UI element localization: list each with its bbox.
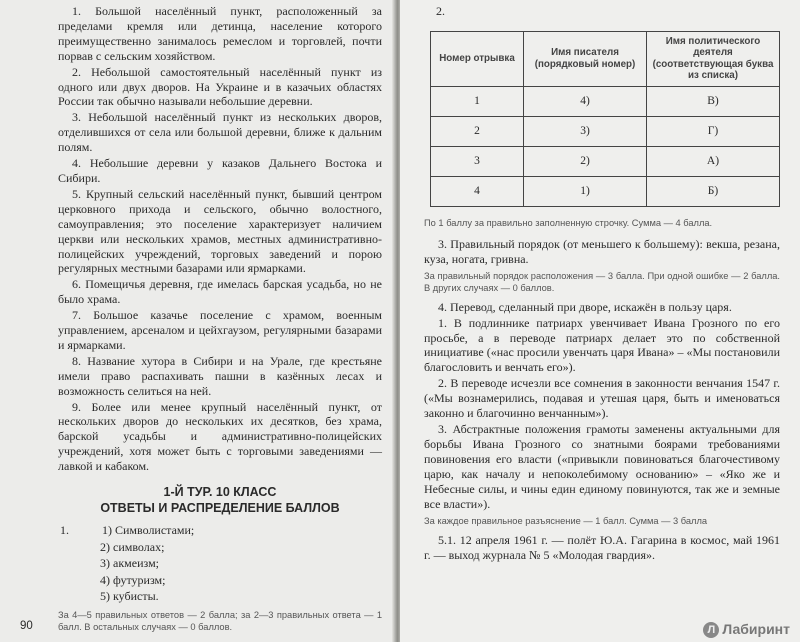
table-cell: 3) <box>524 116 647 146</box>
table-cell: 1 <box>431 86 524 116</box>
question-3-scoring-note: За правильный порядок расположения — 3 балла. При одной ошибке — 2 балла. В других случаях — 0 баллов. <box>424 270 780 293</box>
column-header: Имя писателя (порядковый номер) <box>524 31 647 86</box>
table-row <box>431 176 780 206</box>
right-page <box>400 0 800 642</box>
table-row <box>431 146 780 176</box>
section-heading-answers: ОТВЕТЫ И РАСПРЕДЕЛЕНИЕ БАЛЛОВ <box>100 501 340 516</box>
column-header: Номер отрывка <box>431 31 524 86</box>
answer-list <box>58 522 382 605</box>
page-number: 90 <box>20 620 33 632</box>
table-cell: 2 <box>431 116 524 146</box>
question-4-scoring-note: За каждое правильное разъяснение — 1 балл. Сумма — 3 балла <box>424 516 708 527</box>
answer-text: 3) акмеизм; <box>100 556 159 571</box>
table-cell: 1) <box>524 176 647 206</box>
section-heading-tour: 1-Й ТУР. 10 КЛАСС <box>163 485 277 500</box>
list-item <box>58 539 382 556</box>
table-cell: Г) <box>647 116 780 146</box>
table-cell: В) <box>647 86 780 116</box>
column-header: Имя политического деятеля (соответствующая буква из списка) <box>647 31 780 86</box>
definition-7: 7. Большое казачье поселение с храмом, военным управлением, арсеналом и цейхгаузом, регулярными базарами и ярмарками. <box>58 308 382 352</box>
definition-8: 8. Название хутора в Сибири и на Урале, где крестьяне имели право распахивать пашни в казённых лесах и возможность селиться на ней. <box>58 353 382 398</box>
table-cell: 4 <box>431 176 524 206</box>
list-item <box>58 555 382 572</box>
definition-9: 9. Более или менее крупный населённый пункт, от нескольких дворов до нескольких их десятков, без храма, барской усадьбы и административно-полицейских учреждений, хотя может быть с торговыми заведениями — лавкой и кабаком. <box>58 399 382 474</box>
table-cell: 2) <box>524 146 647 176</box>
definition-6: 6. Помещичья деревня, где имелась барская усадьба, но не было храма. <box>58 277 382 307</box>
answer-text: 4) футуризм; <box>100 572 166 587</box>
question-4-item-2: 2. В переводе исчезли все сомнения в законности венчания 1547 г. («Мы вознамерились, подавая и утешая царя, быть и именоваться законно и благочинно венчанным»). <box>424 376 780 421</box>
list-item <box>58 522 382 539</box>
definitions-list <box>58 4 382 474</box>
question-5-answer: 5.1. 12 апреля 1961 г. — полёт Ю.А. Гагарина в космос, май 1961 г. — выход журнала № 5 «Молодая гвардия». <box>424 533 780 563</box>
table-row <box>431 86 780 116</box>
definition-2: 2. Небольшой самостоятельный населённый пункт из одного или двух дворов. На Украине и в казачьих областях России так обычно называли небольшие деревни. <box>58 64 382 109</box>
definition-3: 3. Небольшой населённый пункт из нескольких дворов, отделившихся от села или большой деревни, ближе к дальним полям. <box>58 110 382 155</box>
question-2-label: 2. <box>436 4 445 18</box>
table-cell: 3 <box>431 146 524 176</box>
answer-text: 1) Символистами; <box>102 523 195 538</box>
definition-1: 1. Большой населённый пункт, расположенный за пределами кремля или детинца, население которого преимущественно занималось ремеслом и торговлей, почти порвав с сельским хозяйством. <box>58 4 382 63</box>
table-row <box>431 116 780 146</box>
left-page <box>0 0 396 642</box>
question-4-item-3: 3. Абстрактные положения грамоты заменены актуальными для борьбы Ивана Грозного со знатными боярами требованиями повиновения его власти («привыкли повиноваться благочестивому царю, как началу и непоколебимому основанию» – «Яко же и Небесные силы, и чины един единому повинуются, так же и земные все власти»). <box>424 421 780 511</box>
answers-table <box>430 31 780 207</box>
question-3-answer: 3. Правильный порядок (от меньшего к большему): векша, резана, куза, ногата, гривна. <box>424 236 780 266</box>
table-cell: Б) <box>647 176 780 206</box>
definition-5: 5. Крупный сельский населённый пункт, бывший центром церковного прихода и сельского, обычно волостного, самоуправления; это поселение характеризует наличием церкви или нескольких храмов, местных административно-полицейских учреждений, торговых заведений и порою регулярных местными базарами или ярмарками. <box>58 186 382 276</box>
answer-text: 5) кубисты. <box>100 589 159 604</box>
answer-number: 1. <box>60 523 69 538</box>
question-4-item-1: 1. В подлиннике патриарх увенчивает Ивана Грозного по его просьбе, а в переводе патриарх делает это по собственной инициативе («нас просили увенчать царя Ивана» – «Мы постановили благословить и венчать его»). <box>424 315 780 375</box>
list-item <box>58 588 382 605</box>
watermark-logo <box>703 621 790 638</box>
table-cell: А) <box>647 146 780 176</box>
scoring-note: За 4—5 правильных ответов — 2 балла; за 2—3 правильных ответа — 1 балл. В остальных случаях — 0 баллов. <box>58 609 382 632</box>
question-4-intro: 4. Перевод, сделанный при дворе, искажён в пользу царя. <box>438 299 732 314</box>
table-scoring-note: По 1 баллу за правильно заполненную строчку. Сумма — 4 балла. <box>424 217 713 228</box>
table-header-row <box>431 31 780 86</box>
table-cell: 4) <box>524 86 647 116</box>
labirint-logo-icon: Л <box>703 622 719 638</box>
watermark-text: Лабиринт <box>722 620 790 637</box>
answer-text: 2) символах; <box>100 539 165 554</box>
definition-4: 4. Небольшие деревни у казаков Дальнего Востока и Сибири. <box>58 156 382 185</box>
list-item <box>58 572 382 589</box>
